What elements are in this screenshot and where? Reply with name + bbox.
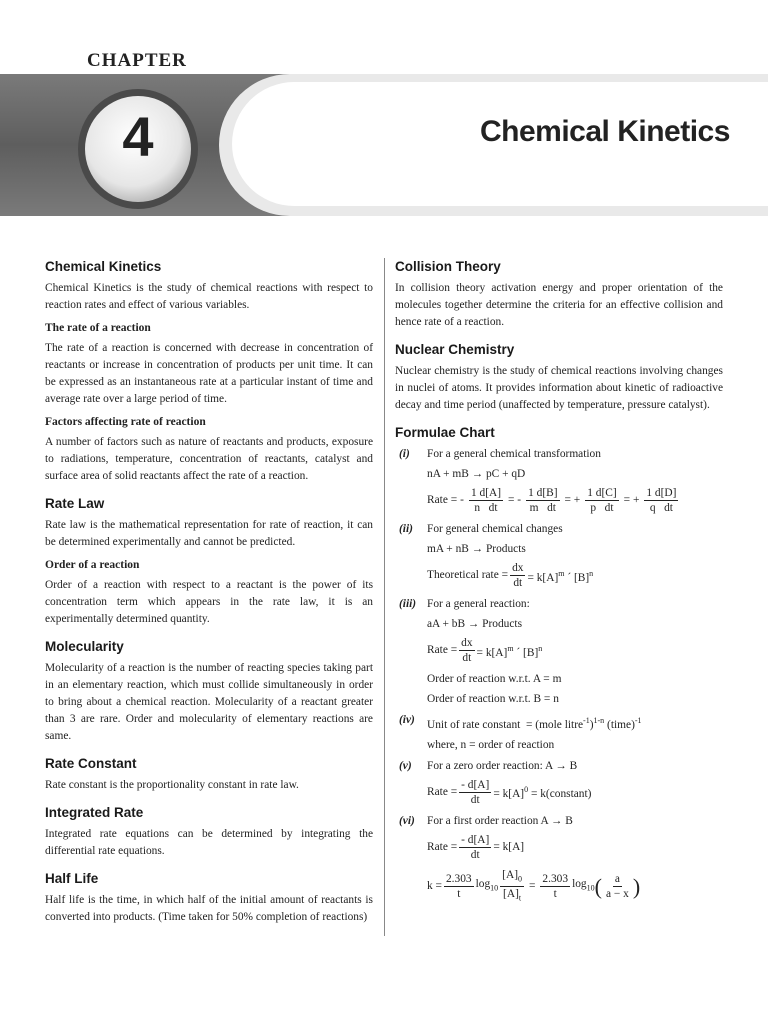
chapter-title: Chemical Kinetics	[480, 115, 730, 148]
formula-item	[395, 596, 723, 708]
subsection-title: Factors affecting rate of reaction	[45, 416, 206, 428]
formula-equation: mA + nB → Products	[427, 543, 526, 555]
rate-expression: Rate = $\frac{dx}{dt}$ = $k[A]^m$ ´ $[B]^n$	[427, 637, 543, 664]
formula-item	[395, 446, 723, 515]
paragraph: Rate constant is the proportionality constant in rate law.	[45, 779, 299, 791]
section-title: Formulae Chart	[395, 425, 495, 440]
formula-text: Order of reaction w.r.t. A = m	[427, 673, 562, 685]
rate-constant-expression: k = $\frac{2.303}{t}$ $\log_{10}$ $\frac{[A]_0}{[A]_t}$ = $\frac{2.303}{t}$ $\log_{10}$ ( $\frac{a}{a - x}$ )	[427, 868, 641, 903]
formula-number: (iii)	[399, 598, 417, 610]
rate-expression: Rate = $\frac{- d[A]}{dt}$ = $k[A]^0$ = k(constant)	[427, 778, 592, 806]
section-title: Nuclear Chemistry	[395, 342, 515, 357]
formula-item	[395, 521, 723, 590]
chapter-number: 4	[122, 105, 154, 168]
formula-number: (vi)	[399, 814, 415, 827]
section-title: Chemical Kinetics	[45, 259, 162, 274]
formula-text: For a general reaction:	[427, 598, 530, 610]
section-title: Rate Constant	[45, 756, 137, 771]
paragraph: Molecularity of a reaction is the number of reacting species taking part in an elementary reaction, which must collide simultaneously in order to bring about a chemical reaction. Molecularity of a reactant greater than 3 are rare. Order and molecularity of elementary reactions are same.	[45, 662, 373, 742]
paragraph: In collision theory activation energy and proper orientation of the molecules together determine the criteria for an effective collision and hence rate of a reaction.	[395, 282, 723, 328]
subsection-title: Order of a reaction	[45, 559, 140, 571]
formula-text: Unit of rate constant	[427, 718, 521, 731]
theoretical-rate: Theoretical rate = $\frac{dx}{dt}$ = $k[A]^m$ ´ $[B]^n$	[427, 562, 594, 589]
section-title: Integrated Rate	[45, 805, 144, 820]
formula-item: (iv) Unit of rate constant = (mole litre$^{-1}$)$^{1-n}$ (time)$^{-1}$ where, n = order of reaction	[395, 712, 723, 754]
rate-expression: Rate = $\frac{- d[A]}{dt}$ = k[A]	[427, 833, 525, 861]
chapter-label: CHAPTER	[87, 50, 187, 71]
formula-text: For a first order reaction A → B	[427, 814, 573, 827]
paragraph: Half life is the time, in which half of the initial amount of reactants is converted into products. (Time taken for 50% completion of reactions)	[45, 894, 373, 923]
formula-number: (iv)	[399, 714, 415, 726]
formula-text: For a general chemical transformation	[427, 448, 601, 460]
formula-item	[395, 813, 723, 906]
formula-equation: nA + mB → pC + qD	[427, 468, 526, 480]
paragraph: Integrated rate equations can be determined by integrating the differential rate equations.	[45, 828, 373, 857]
formula-number: (v)	[399, 759, 412, 772]
formula-number: (ii)	[399, 523, 413, 535]
section-title: Half Life	[45, 871, 99, 886]
paragraph: Order of a reaction with respect to a reactant is the power of its concentration term which appears in the rate law, it is an experimentally determined quantity.	[45, 579, 373, 625]
paragraph: A number of factors such as nature of reactants and products, exposure to radiations, temperature, concentration of reactants, catalyst and surface area of solid reactants affect the rate of a reaction.	[45, 436, 373, 482]
section-title: Molecularity	[45, 639, 124, 654]
formula-equation: aA + bB → Products	[427, 618, 523, 630]
section-title: Rate Law	[45, 496, 105, 511]
formula-text: For general chemical changes	[427, 523, 563, 535]
left-column	[45, 254, 373, 932]
formula-item	[395, 758, 723, 807]
paragraph: The rate of a reaction is concerned with decrease in concentration of reactants or increase in concentration of products per unit time. It can be expressed as an instantaneous rate at a particular instant of time and average rate over a large period of time.	[45, 342, 373, 405]
formula-text: where, n = order of reaction	[427, 738, 555, 751]
rate-expression: Rate = - $\frac{1 d[A]}{\text{n dt}}$ = - $\frac{1 d[B]}{\text{m dt}}$ = + $\frac{1 d[C]}{\text{p dt}}$ = + $\frac{1 d[D]}{\text{q dt}}$	[427, 487, 677, 514]
column-divider	[384, 258, 385, 936]
paragraph: Chemical Kinetics is the study of chemical reactions with respect to reaction rates and effect of various variables.	[45, 282, 373, 311]
section-title: Collision Theory	[395, 259, 501, 274]
formula-label: Theoretical rate =	[427, 569, 509, 581]
paragraph: Rate law is the mathematical representation for rate of reaction, it can be determined experimentally and cannot be predicted.	[45, 519, 373, 548]
subsection-title: The rate of a reaction	[45, 322, 151, 334]
formula-number: (i)	[399, 448, 410, 460]
formula-text: Order of reaction w.r.t. B = n	[427, 693, 559, 705]
formula-text: For a zero order reaction: A → B	[427, 759, 578, 772]
paragraph: Nuclear chemistry is the study of chemical reactions involving changes in nuclei of atoms. It provides information about kinetic of radioactive decay and time period (unaffected by temperature, pressure catalyst).	[395, 365, 723, 411]
right-column	[395, 254, 723, 911]
